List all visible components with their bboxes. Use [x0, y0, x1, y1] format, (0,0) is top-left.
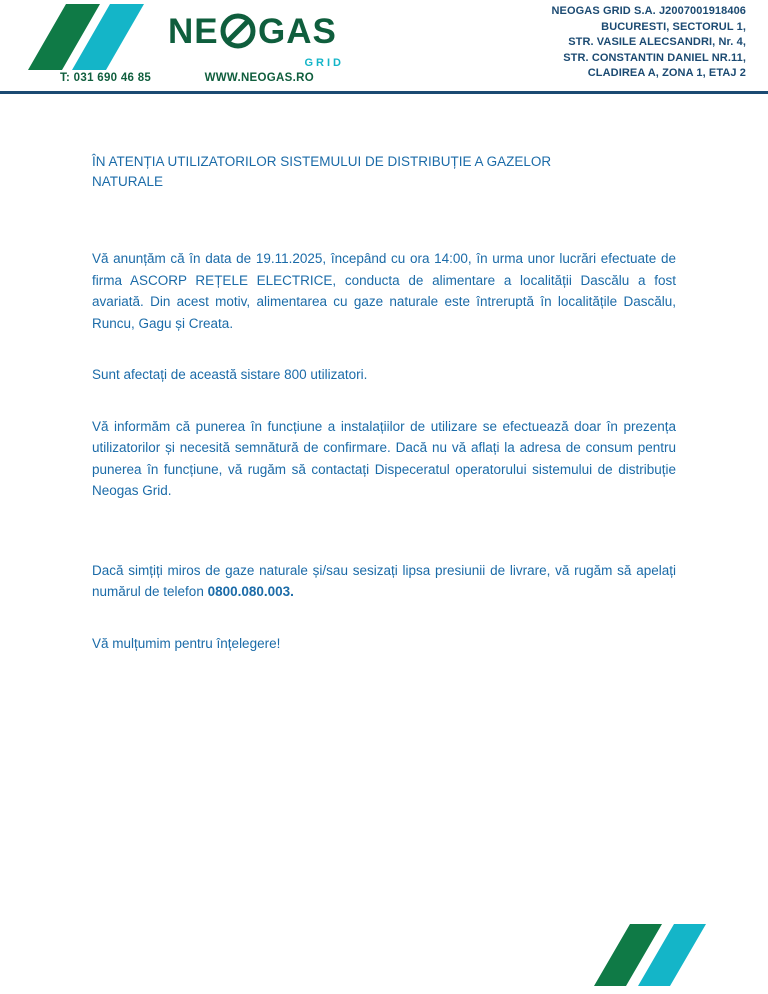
- attention-title: ÎN ATENȚIA UTILIZATORILOR SISTEMULUI DE DISTRIBUȚIE A GAZELOR NATURALE: [92, 154, 552, 189]
- page-header: [0, 0, 768, 92]
- paragraph-outage-notice: Vă anunțăm că în data de 19.11.2025, începând cu ora 14:00, în urma unor lucrări efectuate de firma ASCORP REȚELE ELECTRICE, conducta de alimentare a localității Dascălu a fost avariată. Din acest motiv, alimentarea cu gaze naturale este întreruptă în localitățile Dascălu, Runcu, Gagu și Creata.: [92, 251, 676, 331]
- address-line-5: CLADIREA A, ZONA 1, ETAJ 2: [587, 67, 746, 79]
- paragraph-reconnection-info: Vă informăm că punerea în funcțiune a instalațiilor de utilizare se efectuează doar în prezența utilizatorilor și necesită semnătură de confirmare. Dacă nu vă aflați la adresa de consum pentru punerea în funcțiune, vă rugăm să contactați Dispeceratul operatorului sistemului de distribuție Neogas Grid.: [92, 418, 676, 498]
- paragraph-thanks: Vă mulțumim pentru înțelegere!: [92, 635, 281, 651]
- spacer: [92, 386, 676, 416]
- header-divider: [0, 91, 768, 94]
- spacer: [92, 502, 676, 560]
- company-address: [552, 4, 746, 82]
- paragraph-affected-users: Sunt afectați de această sistare 800 utilizatori.: [92, 367, 368, 382]
- brand-wordmark: [168, 10, 358, 69]
- spacer: [92, 192, 676, 248]
- address-line-4: STR. CONSTANTIN DANIEL NR.11,: [563, 51, 746, 64]
- emergency-text: Dacă simțiți miros de gaze naturale și/sau sesizați lipsa presiunii de livrare, vă rugăm să apelați numărul de telefon: [92, 562, 676, 599]
- address-line-1: NEOGAS GRID S.A. J2007001918406: [551, 5, 746, 17]
- svg-text:NE: NE: [168, 12, 219, 51]
- svg-text:GAS: GAS: [258, 12, 337, 51]
- brand-logo: [28, 4, 358, 74]
- paragraph-emergency-contact: [92, 560, 676, 603]
- emergency-phone-number: 0800.080.003.: [207, 584, 294, 599]
- spacer: [92, 334, 676, 364]
- header-website[interactable]: WWW.NEOGAS.RO: [204, 72, 314, 84]
- address-line-2: BUCURESTI, SECTORUL 1,: [601, 20, 746, 33]
- neogas-chevron-icon: [28, 4, 148, 70]
- header-phone: T: 031 690 46 85: [60, 72, 152, 84]
- neogas-wordmark-icon: [168, 10, 358, 54]
- footer-chevron-icon: [594, 924, 744, 986]
- document-body: [92, 152, 676, 654]
- header-contact: [60, 72, 314, 84]
- address-line-3: STR. VASILE ALECSANDRI, Nr. 4,: [568, 36, 746, 48]
- brand-wordmark-sub: GRID: [304, 57, 344, 69]
- spacer: [92, 603, 676, 633]
